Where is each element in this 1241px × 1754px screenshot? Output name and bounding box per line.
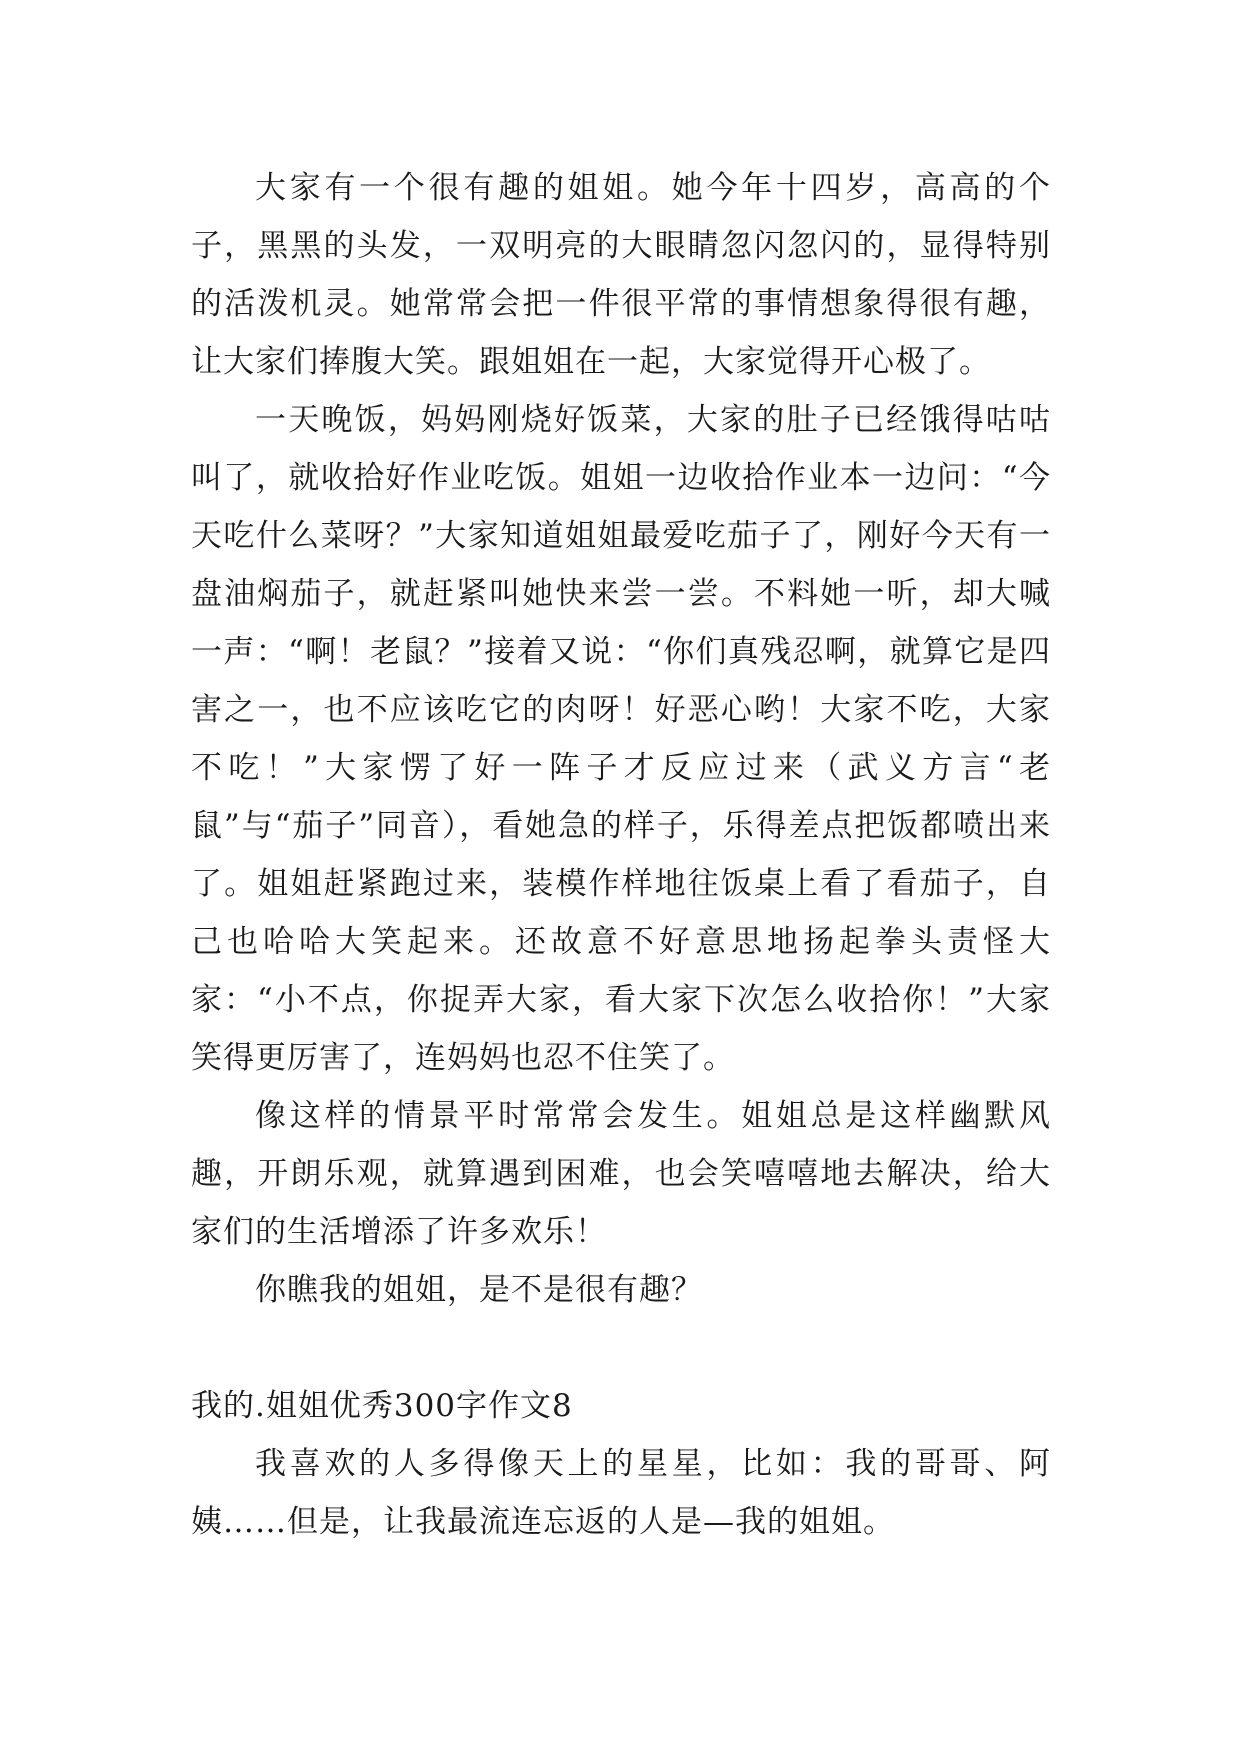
article-body <box>191 159 1051 1551</box>
section-gap <box>191 1319 1051 1377</box>
paragraph-section8-intro: 我喜欢的人多得像天上的星星，比如：我的哥哥、阿姨……但是，让我最流连忘返的人是—我的姐姐。 <box>191 1446 1051 1540</box>
paragraph-closing-question: 你瞧我的姐姐，是不是很有趣？ <box>255 1272 703 1308</box>
paragraph-dinner-story: 一天晚饭，妈妈刚烧好饭菜，大家的肚子已经饿得咕咕叫了，就收拾好作业吃饭。姐姐一边收拾作业本一边问：“今天吃什么菜呀？”大家知道姐姐最爱吃茄子了，刚好今天有一盘油焖茄子，就赶紧叫她快来尝一尝。不料她一听，却大喊一声：“啊！老鼠？”接着又说：“你们真残忍啊，就算它是四害之一，也不应该吃它的肉呀！好恶心哟！大家不吃，大家不吃！”大家愣了好一阵子才反应过来（武义方言“老鼠”与“茄子”同音），看她急的样子，乐得差点把饭都喷出来了。姐姐赶紧跑过来，装模作样地往饭桌上看了看茄子，自己也哈哈大笑起来。还故意不好意思地扬起拳头责怪大家：“小不点，你捉弄大家，看大家下次怎么收拾你！”大家笑得更厉害了，连妈妈也忍不住笑了。 <box>191 402 1051 1076</box>
paragraph-intro: 大家有一个很有趣的姐姐。她今年十四岁，高高的个子，黑黑的头发，一双明亮的大眼睛忽闪忽闪的，显得特别的活泼机灵。她常常会把一件很平常的事情想象得很有趣，让大家们捧腹大笑。跟姐姐在一起，大家觉得开心极了。 <box>191 170 1051 380</box>
paragraph-humor: 像这样的情景平时常常会发生。姐姐总是这样幽默风趣，开朗乐观，就算遇到困难，也会笑嘻嘻地去解决，给大家们的生活增添了许多欢乐！ <box>191 1098 1051 1250</box>
section-title: 我的.姐姐优秀300字作文8 <box>191 1388 573 1424</box>
